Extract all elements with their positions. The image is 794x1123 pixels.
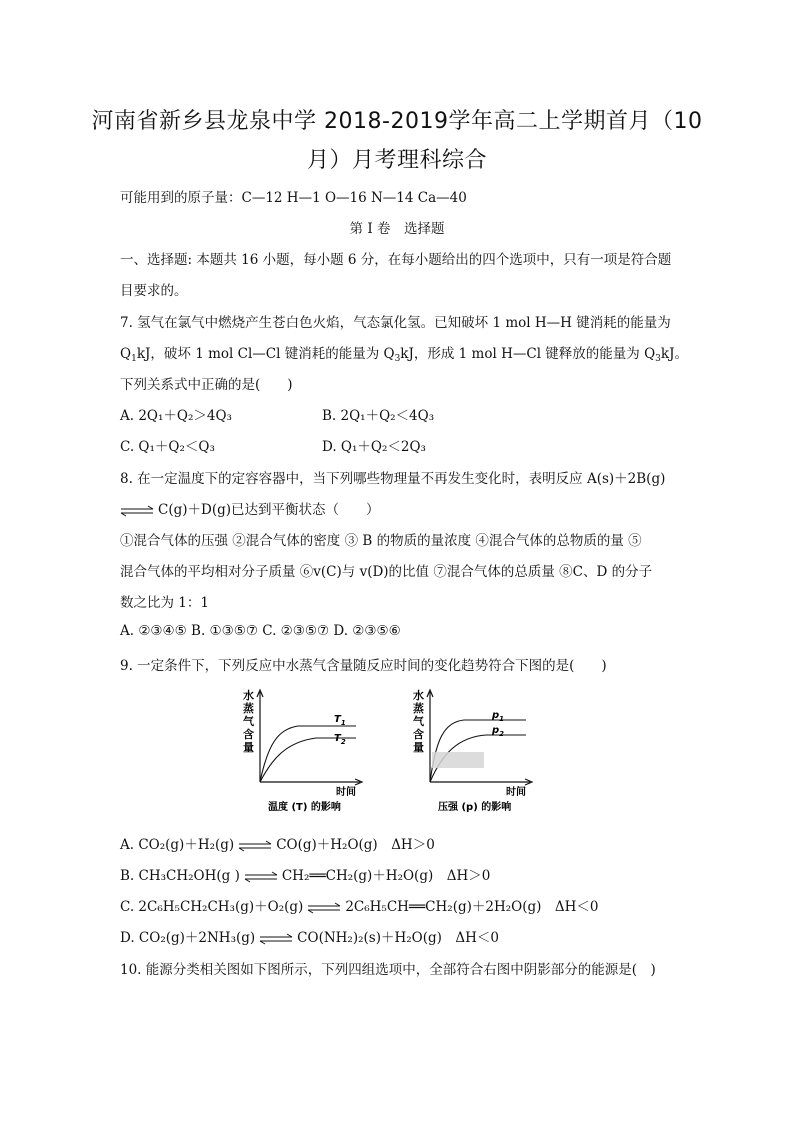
graph-right-ylabel-1: 水: [413, 689, 424, 702]
svg-text:T2: $T_2$: [334, 733, 346, 746]
q9-option-b: B. CH₃CH₂OH(g ) CH₂══CH₂(g)＋H₂O(g) ΔH＞0: [120, 868, 491, 884]
graph-left-ylabel-4: 含: [243, 728, 254, 741]
graph-right-xlabel: 时间: [506, 787, 526, 798]
q8-stem-line5: 数之比为 1：1: [120, 595, 209, 611]
q7-option-b: B. 2Q₁＋Q₂＜4Q₃: [322, 408, 435, 424]
svg-text:p2: $p_2$: [492, 725, 505, 738]
graph-left-ylabel-5: 量: [243, 741, 254, 754]
graph-right-ylabel-4: 含: [413, 728, 424, 741]
graph-left-ylabel-2: 蒸: [243, 702, 254, 715]
graph-temperature-effect: [238, 684, 373, 819]
q7-option-d: D. Q₁＋Q₂＜2Q₃: [322, 439, 426, 455]
q9-option-a: A. CO₂(g)＋H₂(g) CO(g)＋H₂O(g) ΔH＞0: [120, 837, 435, 853]
graph-left-caption: 温度 (T) 的影响: [268, 802, 341, 813]
q9-stem: 9. 一定条件下，下列反应中水蒸气含量随反应时间的变化趋势符合下图的是( ): [120, 658, 607, 674]
graph-right-caption: 压强 (p) 的影响: [438, 802, 512, 813]
curve-t1: [260, 726, 356, 782]
reversible-arrow-icon: [238, 840, 272, 852]
q8-options: A. ②③④⑤ B. ①③⑤⑦ C. ②③⑤⑦ D. ②③⑤⑥: [120, 623, 401, 639]
section-heading: 第 I 卷 选择题: [349, 221, 445, 237]
q9-option-d: D. CO₂(g)＋2NH₃(g) CO(NH₂)₂(s)＋H₂O(g) ΔH＜0: [120, 930, 500, 946]
graph-right-ylabel-2: 蒸: [413, 702, 424, 715]
q10-stem: 10. 能源分类相关图如下图所示，下列四组选项中，全部符合右图中阴影部分的能源是( ): [120, 962, 656, 978]
graph-left-ylabel-1: 水: [243, 689, 254, 702]
q8-stem-line3: ①混合气体的压强 ②混合气体的密度 ③ B 的物质的量浓度 ④混合气体的总物质的量 ⑤: [120, 533, 642, 549]
reversible-arrow-icon: [259, 933, 293, 945]
reversible-arrow-icon: [244, 871, 278, 883]
svg-text:p1: $p_1$: [492, 710, 505, 723]
q8-stem-line4: 混合气体的平均相对分子质量 ⑥v(C)与 v(D)的比值 ⑦混合气体的总质量 ⑧C、D 的分子: [120, 564, 653, 580]
atomic-masses: 可能用到的原子量：C—12 H—1 O—16 N—14 Ca—40: [120, 190, 467, 206]
q8-stem-line1: 8. 在一定温度下的定容容器中，当下列哪些物理量不再发生变化时，表明反应 A(s)＋2B(g): [120, 471, 666, 487]
reversible-arrow-icon: [307, 902, 341, 914]
q9-option-c: C. 2C₆H₅CH₂CH₃(g)＋O₂(g) 2C₆H₅CH══CH₂(g)＋2H₂O(g) ΔH＜0: [120, 899, 599, 915]
q7-stem-line1: 7. 氢气在氯气中燃烧产生苍白色火焰，气态氯化氢。已知破坏 1 mol H—H 键消耗的能量为: [120, 315, 671, 331]
instructions-line2: 目要求的。: [120, 283, 188, 299]
graph-pressure-effect: [408, 684, 543, 819]
graph-right-ylabel-5: 量: [413, 741, 424, 754]
graph-right-ylabel-3: 气: [413, 715, 424, 728]
instructions-line1: 一、选择题: 本题共 16 小题，每小题 6 分，在每小题给出的四个选项中，只有一项是符合题: [120, 252, 672, 268]
reversible-arrow-icon: [120, 505, 154, 517]
exam-title-line1: 河南省新乡县龙泉中学 2018-2019学年高二上学期首月（10: [91, 109, 703, 134]
graph-left-xlabel: 时间: [336, 787, 356, 798]
graph-left-ylabel-3: 气: [243, 715, 254, 728]
q7-option-c: C. Q₁＋Q₂＜Q₃: [120, 439, 215, 455]
blurred-watermark: [432, 752, 484, 768]
svg-text:T1: $T_1$: [334, 714, 346, 727]
exam-title-line2: 月）月考理科综合: [306, 148, 487, 173]
q7-option-a: A. 2Q₁＋Q₂＞4Q₃: [120, 408, 232, 424]
q7-stem-line3: 下列关系式中正确的是( ): [120, 377, 293, 393]
q8-stem-line2: C(g)＋D(g)已达到平衡状态（ ）: [120, 498, 380, 518]
q7-stem-line2: $Q_1kJ$，破坏 1 mol Cl—Cl 键消耗的能量为 $Q_3kJ$，形成 1 mol H—Cl 键释放的能量为 $Q_3kJ$。: [120, 346, 688, 364]
curve-p1: [430, 720, 526, 782]
